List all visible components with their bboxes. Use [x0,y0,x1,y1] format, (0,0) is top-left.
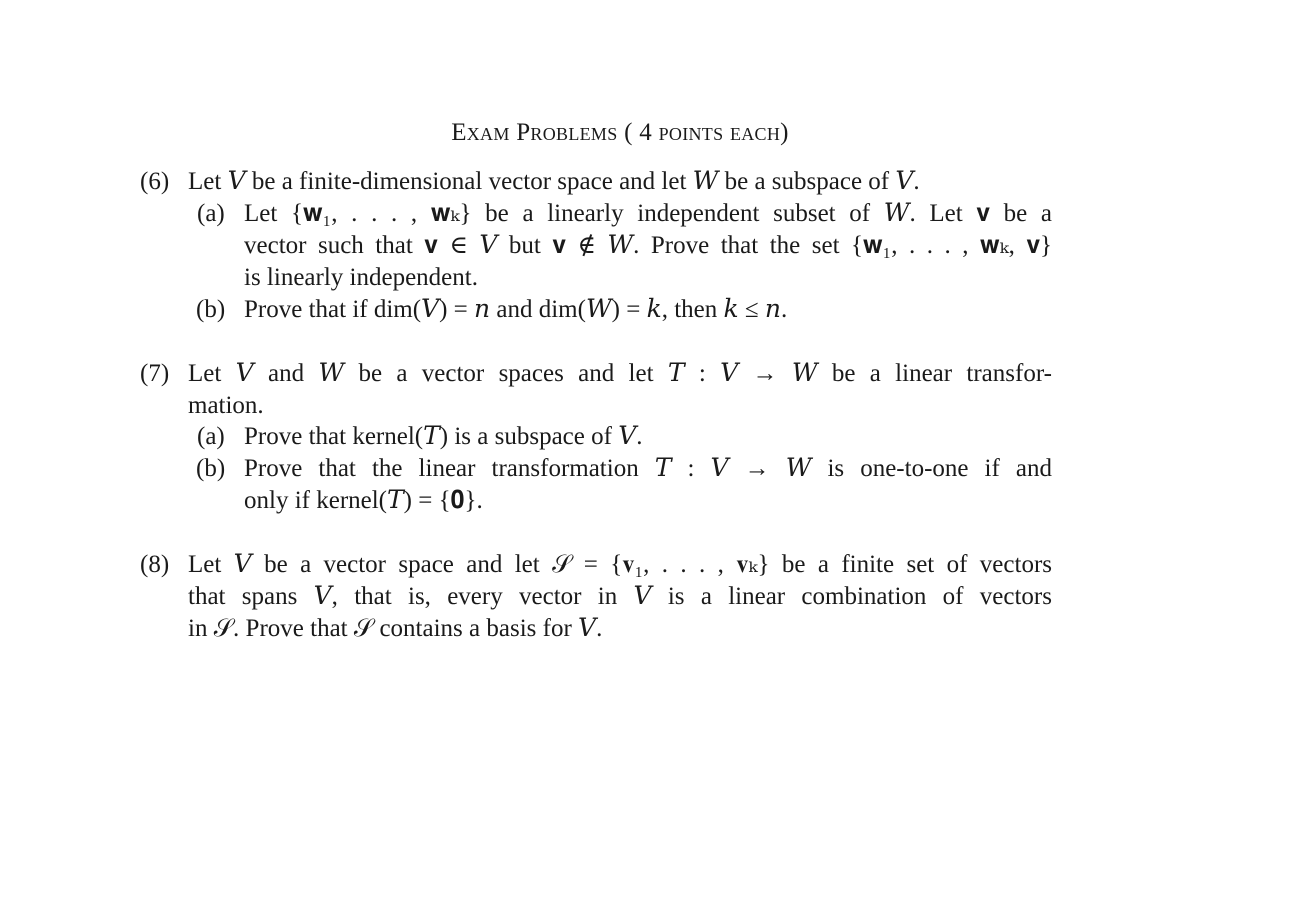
part-text-line: vector such that 𝐯 ∈ 𝑉 but 𝐯 ∉ 𝑊. Prove that the set {𝐰₁, . . . , 𝐰ₖ, 𝐯} [244,232,1052,259]
part-text-line: Prove that if dim(𝑉) = 𝑛 and dim(𝑊) = 𝑘, then 𝑘 ≤ 𝑛. [244,296,788,323]
part-label: (a) [197,200,225,227]
part-label: (a) [197,423,225,450]
problem-number: (6) [140,168,170,195]
part-text-line: Prove that kernel(𝑇) is a subspace of 𝑉. [244,423,643,450]
problem-text-line: Let 𝑉 be a finite-dimensional vector space and let 𝑊 be a subspace of 𝑉. [188,168,920,195]
part-text-line: Let {𝐰₁, . . . , 𝐰ₖ} be a linearly independent subset of 𝑊. Let 𝐯 be a [244,200,1052,227]
part-text-line: is linearly independent. [244,264,478,291]
problem-number: (8) [140,551,170,578]
page-title: Exam Problems ( 4 points each) [451,119,789,146]
problem-text-line: that spans 𝑉, that is, every vector in 𝑉 is a linear combination of vectors [188,583,1052,610]
part-label: (b) [196,455,226,482]
problem-number: (7) [140,360,170,387]
problem-text-line: Let 𝑉 and 𝑊 be a vector spaces and let 𝑇 : 𝑉 → 𝑊 be a linear transfor- [188,360,1052,387]
problem-text-line: in 𝒮. Prove that 𝒮 contains a basis for 𝑉. [188,615,603,642]
part-text-line: only if kernel(𝑇) = {𝟎}. [244,487,483,514]
part-text-line: Prove that the linear transformation 𝑇 : 𝑉 → 𝑊 is one-to-one if and [244,455,1052,482]
problem-text-line: mation. [188,392,264,419]
part-label: (b) [196,296,226,323]
problem-text-line: Let 𝑉 be a vector space and let 𝒮 = {𝐯₁, . . . , 𝐯ₖ} be a finite set of vectors [188,551,1052,578]
